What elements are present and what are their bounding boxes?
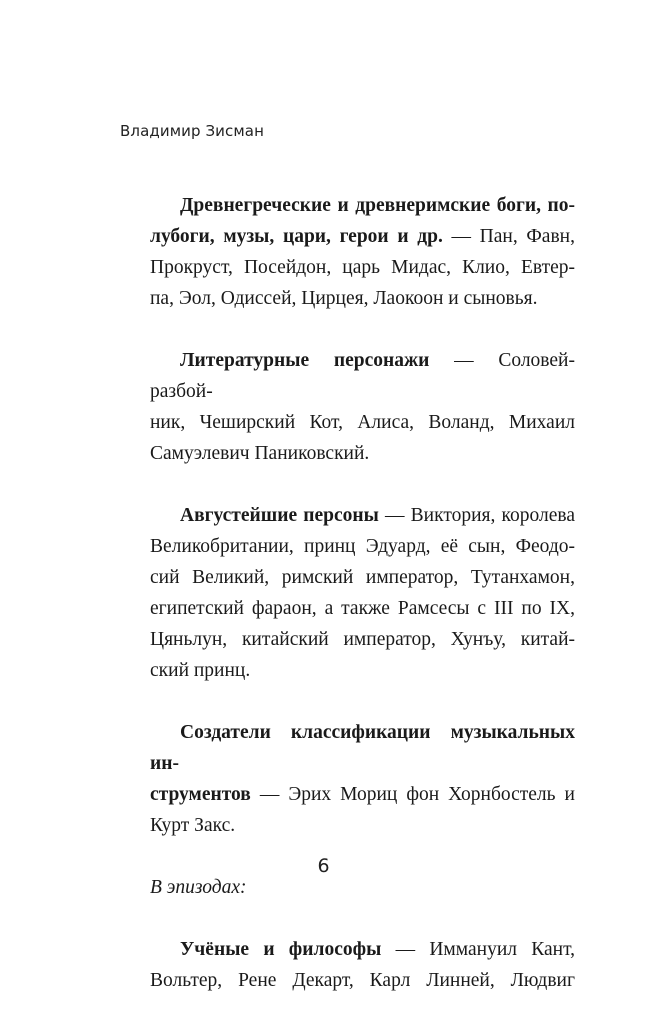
bold-term: Литературные персонажи xyxy=(180,350,430,371)
text-line xyxy=(120,624,575,655)
text-line xyxy=(120,810,575,841)
text-line xyxy=(120,252,575,283)
line-text: Самуэлевич Паниковский. xyxy=(150,443,370,464)
text-line xyxy=(120,500,575,531)
text-line xyxy=(120,779,575,810)
line-text: Вольтер, Рене Декарт, Карл Линней, Людвиг xyxy=(150,970,575,991)
text-line xyxy=(120,438,575,469)
text-line xyxy=(120,190,575,221)
bold-term: Учёные и философы xyxy=(180,939,382,960)
line-text: — Соловей-разбой- xyxy=(150,350,575,402)
paragraph-royal-persons xyxy=(120,500,575,686)
line-text: па, Эол, Одиссей, Цирцея, Лаокоон и сыновья. xyxy=(150,288,538,309)
episodes-heading-text: В эпизодах: xyxy=(150,877,247,898)
text-line xyxy=(120,283,575,314)
paragraph-scientists xyxy=(120,934,575,996)
text-line xyxy=(120,965,575,996)
paragraph-literary-characters xyxy=(120,345,575,469)
bold-term: струментов xyxy=(150,784,251,805)
text-line xyxy=(120,934,575,965)
line-text: — Виктория, королева xyxy=(378,505,575,526)
bold-term: лубоги, музы, цари, герои и др. xyxy=(150,226,443,247)
text-line xyxy=(120,221,575,252)
line-text: сий Великий, римский император, Тутанхамон, xyxy=(150,567,575,588)
text-line xyxy=(120,593,575,624)
paragraph-instrument-classification xyxy=(120,717,575,841)
line-text: Великобритании, принц Эдуард, её сын, Феодо- xyxy=(150,536,575,557)
text-line xyxy=(120,655,575,686)
line-text: — Эрих Мориц фон Хорнбостель и xyxy=(250,784,575,805)
text-line xyxy=(120,717,575,779)
bold-term: Августейшие персоны xyxy=(180,505,379,526)
line-text: Цяньлун, китайский император, Хунъу, китай- xyxy=(150,629,575,650)
running-head: Владимир Зисман xyxy=(120,122,264,140)
text-line xyxy=(120,407,575,438)
paragraph-ancient-gods xyxy=(120,190,575,314)
text-line xyxy=(120,531,575,562)
bold-term: Древнегреческие и древнеримские боги, по- xyxy=(180,195,575,216)
text-line xyxy=(120,562,575,593)
line-text: ник, Чеширский Кот, Алиса, Воланд, Михаил xyxy=(150,412,575,433)
line-text: — Пан, Фавн, xyxy=(442,226,575,247)
line-text: Прокруст, Посейдон, царь Мидас, Клио, Евтер- xyxy=(150,257,575,278)
line-text: — Иммануил Кант, xyxy=(381,939,576,960)
line-text: ский принц. xyxy=(150,660,251,681)
line-text: Курт Закс. xyxy=(150,815,236,836)
page-number: 6 xyxy=(317,855,330,877)
line-text: египетский фараон, а также Рамсесы с III по IX, xyxy=(150,598,575,619)
bold-term: Создатели классификации музыкальных ин- xyxy=(150,722,575,774)
text-body xyxy=(120,190,575,1027)
text-line xyxy=(120,345,575,407)
